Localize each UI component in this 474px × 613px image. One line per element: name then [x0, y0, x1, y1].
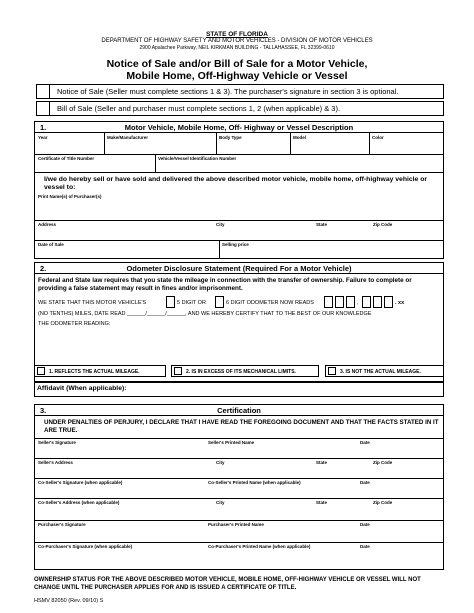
- seller-zip-field[interactable]: Zip Code: [373, 460, 393, 465]
- section-1-title: Motor Vehicle, Mobile Home, Off- Highway or Vessel Description: [124, 123, 354, 132]
- department-line: DEPARTMENT OF HIGHWAY SAFETY AND MOTOR VEHICLES - DIVISION OF MOTOR VEHICLES: [101, 38, 373, 44]
- city-field[interactable]: City: [216, 222, 225, 227]
- divider: [35, 172, 443, 173]
- actual-mileage-option[interactable]: [34, 365, 166, 377]
- form-number: HSMV 82050 (Rev. 09/10) S: [34, 598, 104, 604]
- not-actual-mileage-option[interactable]: [325, 365, 444, 377]
- notice-of-sale-checkbox[interactable]: [36, 84, 50, 99]
- actual-mileage-label: 1. REFLECTS THE ACTUAL MILEAGE.: [49, 369, 140, 375]
- divider: [35, 438, 443, 439]
- odometer-digit-box[interactable]: [335, 296, 344, 308]
- copurchaser-date-field[interactable]: Date: [360, 544, 370, 549]
- form-title-line1: Notice of Sale and/or Bill of Sale for a Motor Vehicle,: [106, 58, 368, 70]
- section-2-odometer: [34, 262, 444, 382]
- body-type-field[interactable]: Body Type: [219, 135, 242, 140]
- affidavit-spacer: [34, 397, 444, 398]
- copurchaser-printed-name-field[interactable]: Co-Purchaser's Printed Name (when applicable): [208, 544, 311, 549]
- selling-price-field[interactable]: Selling price: [222, 242, 249, 247]
- divider: [35, 240, 443, 241]
- seller-address-field[interactable]: Seller's Address: [38, 460, 73, 465]
- odometer-reads-label: 6 DIGIT ODOMETER NOW READS: [226, 300, 314, 306]
- affidavit-label: Affidavit (When applicable):: [37, 385, 127, 392]
- seller-printed-name-field[interactable]: Seller's Printed Name: [208, 440, 255, 445]
- title-number-field[interactable]: Certificate of Title Number: [38, 156, 95, 161]
- seller-signature-field[interactable]: Seller's Signature: [38, 440, 76, 445]
- excess-mileage-checkbox[interactable]: [174, 367, 182, 375]
- odometer-statement-start: WE STATE THAT THIS MOTOR VEHICLE'S: [38, 300, 147, 306]
- bill-of-sale-checkbox[interactable]: [36, 101, 50, 116]
- coseller-date-field[interactable]: Date: [360, 480, 370, 485]
- five-digit-label: 5 DIGIT OR: [177, 300, 206, 306]
- actual-mileage-checkbox[interactable]: [37, 367, 45, 375]
- purchaser-printed-name-field[interactable]: Purchaser's Printed Name: [208, 522, 264, 527]
- divider: [35, 154, 443, 155]
- section-2-header: [35, 263, 443, 274]
- section-2-title: Odometer Disclosure Statement (Required For a Motor Vehicle): [126, 264, 352, 273]
- six-digit-checkbox[interactable]: [215, 296, 224, 308]
- coseller-signature-field[interactable]: Co-Seller's Signature (when applicable): [38, 480, 123, 485]
- not-actual-mileage-label: 3. IS NOT THE ACTUAL MILEAGE.: [340, 369, 421, 375]
- divider: [35, 458, 443, 459]
- bill-of-sale-option[interactable]: [36, 101, 444, 116]
- odometer-digit-box[interactable]: [324, 296, 333, 308]
- address-field[interactable]: Address: [38, 222, 57, 227]
- section-1-description: [34, 121, 444, 259]
- odometer-digit-box[interactable]: [373, 296, 382, 308]
- divider: [369, 133, 370, 154]
- excess-mileage-label: 2. IS IN EXCESS OF ITS MECHANICAL LIMITS.: [186, 369, 296, 375]
- date-read-line: (NO TENTHS) MILES, DATE READ ______/______/______, AND WE HEREBY CERTIFY THAT TO THE BEST OF OUR KNOWLEDGE: [38, 311, 372, 317]
- section-3-title: Certification: [217, 406, 261, 415]
- zip-field[interactable]: Zip Code: [373, 222, 393, 227]
- odometer-comma: ,: [357, 300, 359, 306]
- purchaser-names-field[interactable]: Print Name(s) of Purchaser(s): [38, 194, 102, 199]
- seller-state-field[interactable]: State: [316, 460, 328, 465]
- purchaser-signature-field[interactable]: Purchaser's Signature: [38, 522, 86, 527]
- section-1-header: [35, 122, 443, 133]
- perjury-statement: UNDER PENALTIES OF PERJURY, I DECLARE THAT I HAVE READ THE FOREGOING DOCUMENT AND THAT THE FACTS STATED IN IT ARE TRUE.: [44, 419, 439, 434]
- divider: [35, 520, 443, 521]
- divider: [35, 478, 443, 479]
- sale-statement: I/we do hereby sell or have sold and delivered the above described motor vehicle, mobile home, off-highway vehicle or vessel to:: [44, 176, 427, 191]
- section-2-number: 2.: [40, 264, 47, 273]
- make-field[interactable]: Make/Manufacturer: [107, 135, 149, 140]
- coseller-city-field[interactable]: City: [216, 500, 225, 505]
- year-field[interactable]: Year: [38, 135, 48, 140]
- odometer-law-text: Federal and State law requires that you state the mileage in connection with the transfer of ownership. Failure to complete or providing a false statement may result in fines and/or imprisonment.: [38, 277, 412, 292]
- notice-of-sale-label: Notice of Sale (Seller must complete sections 1 & 3). The purchaser's signature in section 3 is optional.: [57, 87, 399, 96]
- color-field[interactable]: Color: [372, 135, 384, 140]
- odometer-digit-box[interactable]: [362, 296, 371, 308]
- excess-mileage-option[interactable]: [171, 365, 319, 377]
- model-field[interactable]: Model: [293, 135, 306, 140]
- date-of-sale-field[interactable]: Date of Sale: [38, 242, 64, 247]
- divider: [219, 240, 220, 259]
- odometer-digit-box[interactable]: [346, 296, 355, 308]
- bill-of-sale-label: Bill of Sale (Seller and purchaser must complete sections 1, 2 (when applicable) & 3).: [57, 104, 341, 113]
- divider: [290, 133, 291, 154]
- purchaser-date-field[interactable]: Date: [360, 522, 370, 527]
- odometer-digit-box[interactable]: [384, 296, 393, 308]
- section-3-certification: [34, 404, 444, 570]
- affidavit-block: [34, 384, 444, 393]
- form-title-line2: Mobile Home, Off-Highway Vehicle or Vessel: [126, 70, 348, 82]
- odometer-tenths: . xx: [395, 300, 405, 306]
- divider: [35, 220, 443, 221]
- coseller-zip-field[interactable]: Zip Code: [373, 500, 393, 505]
- address-line: 2900 Apalachee Parkway, NEIL KIRKMAN BUILDING - TALLAHASSEE, FL 32399-0610: [139, 45, 335, 51]
- divider: [155, 154, 156, 172]
- form-title: [0, 58, 474, 82]
- coseller-address-field[interactable]: Co-Seller's Address (when applicable): [38, 500, 120, 505]
- ownership-notice: OWNERSHIP STATUS FOR THE ABOVE DESCRIBED MOTOR VEHICLE, MOBILE HOME, OFF-HIGHWAY VEHICLE OR VESSEL WILL NOT CHANGE UNTIL THE PURCHASER APPLIES FOR AND IS ISSUED A CERTIFICATE OF TITLE.: [34, 577, 421, 591]
- state-heading: STATE OF FLORIDA: [206, 31, 268, 38]
- notice-of-sale-option[interactable]: [36, 84, 444, 99]
- seller-date-field[interactable]: Date: [360, 440, 370, 445]
- section-3-header: [35, 405, 443, 416]
- odometer-reading-label: THE ODOMETER READING:: [38, 321, 111, 327]
- seller-city-field[interactable]: City: [216, 460, 225, 465]
- divider: [35, 542, 443, 543]
- coseller-printed-name-field[interactable]: Co-Seller's Printed Name (when applicable): [208, 480, 301, 485]
- divider: [35, 498, 443, 499]
- vin-field[interactable]: Vehicle/Vessel Identification Number: [158, 156, 237, 161]
- divider: [104, 133, 105, 154]
- divider: [216, 133, 217, 154]
- copurchaser-signature-field[interactable]: Co-Purchaser's Signature (when applicable): [38, 544, 133, 549]
- coseller-state-field[interactable]: State: [316, 500, 328, 505]
- state-field[interactable]: State: [316, 222, 328, 227]
- five-digit-checkbox[interactable]: [166, 296, 175, 308]
- section-1-number: 1.: [40, 123, 47, 132]
- not-actual-mileage-checkbox[interactable]: [328, 367, 336, 375]
- section-3-number: 3.: [40, 406, 47, 415]
